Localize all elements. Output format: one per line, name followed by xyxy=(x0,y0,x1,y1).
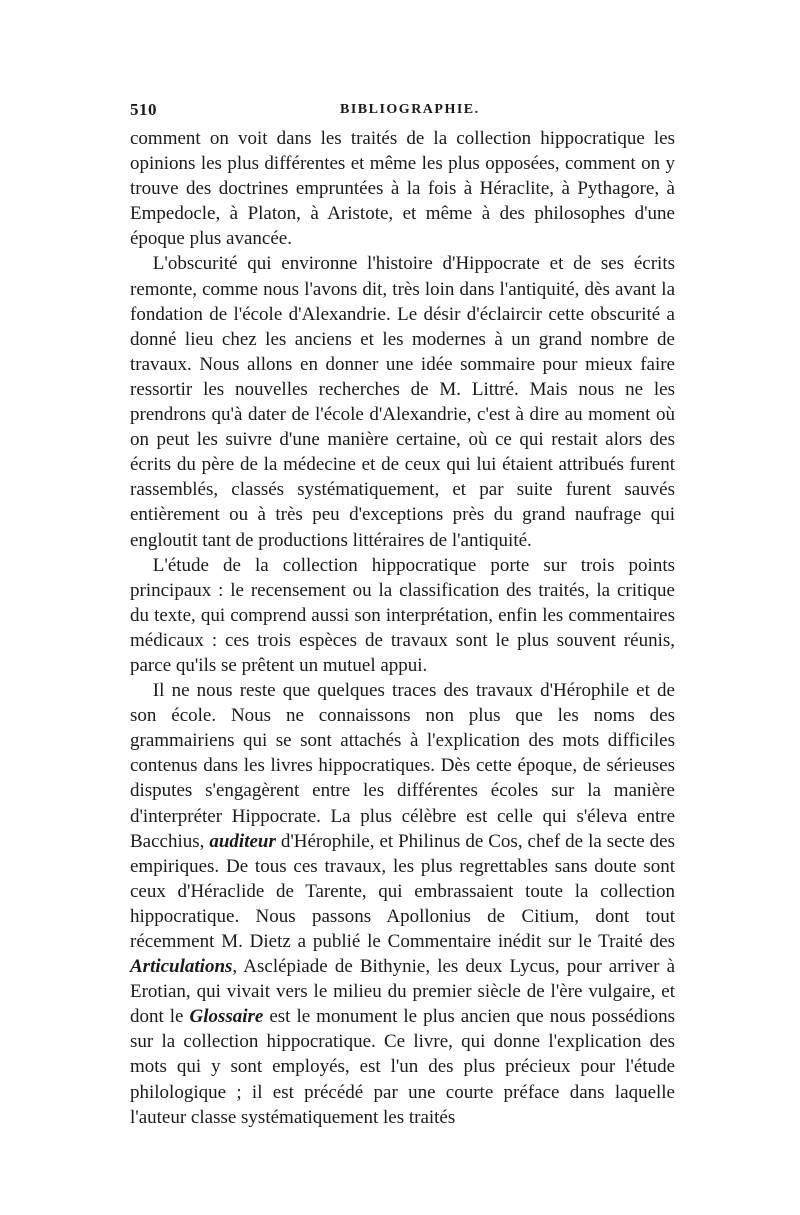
book-page xyxy=(130,100,675,1130)
paragraph xyxy=(130,678,675,1130)
emphasized-term: Articulations xyxy=(130,956,233,978)
body-text xyxy=(130,126,675,1130)
running-head-title: BIBLIOGRAPHIE. xyxy=(340,102,480,117)
text-run: , Asclépiade de Bithynie, les deux Lycus, pour arriver à Erotian, qui vivait vers le milieu du premier siècle de l'ère vulgaire, et dont le xyxy=(130,956,675,1028)
paragraph xyxy=(130,251,675,552)
text-run: est le monument le plus ancien que nous possédions sur la collection hippocratique. Ce livre, qui donne l'explication des mots qui y sont employés, est l'un des plus précieux pour l'étude philologique ; il est précédé par une courte préface dans laquelle l'auteur classe systématiquement les traités xyxy=(130,1006,675,1128)
paragraph xyxy=(130,553,675,678)
text-run: Il ne nous reste que quelques traces des travaux d'Hérophile et de son école. Nous ne connaissons non plus que les noms des grammairiens qui se sont attachés à l'explication des mots difficiles contenus dans les livres hippocratiques. Dès cette époque, de sérieuses disputes s'engagèrent entre les différentes écoles sur la manière d'interpréter Hippocrate. La plus célèbre est celle qui s'éleva entre Bacchius, xyxy=(130,680,675,852)
text-run: comment on voit dans les traités de la collection hippocratique les opinions les plus différentes et même les plus opposées, comment on y trouve des doctrines empruntées à la fois à Héraclite, à Pythagore, à Empedocle, à Platon, à Aristote, et même à des philosophes d'une époque plus avancée. xyxy=(130,128,675,250)
text-run: L'obscurité qui environne l'histoire d'Hippocrate et de ses écrits remonte, comme nous l'avons dit, très loin dans l'antiquité, dès avant la fondation de l'école d'Alexandrie. Le désir d'éclaircir cette obscurité a donné lieu chez les anciens et les modernes à un grand nombre de travaux. Nous allons en donner une idée sommaire pour mieux faire ressortir les nouvelles recherches de M. Littré. Mais nous ne les prendrons qu'à dater de l'école d'Alexandrie, c'est à dire au moment où on peut les suivre d'une manière certaine, où ce qui restait alors des écrits du père de la médecine et de ceux qui lui étaient attribués furent rassemblés, classés systématiquement, et par suite furent sauvés entièrement ou à très peu d'exceptions près du grand naufrage qui engloutit tant de productions littéraires de l'antiquité. xyxy=(130,253,675,551)
text-run: L'étude de la collection hippocratique porte sur trois points principaux : le recensement ou la classification des traités, la critique du texte, qui comprend aussi son interprétation, enfin les commentaires médicaux : ces trois espèces de travaux sont le plus souvent réunis, parce qu'ils se prêtent un mutuel appui. xyxy=(130,554,675,676)
emphasized-term: auditeur xyxy=(209,830,276,852)
page-number: 510 xyxy=(130,100,157,119)
text-run: d'Hérophile, et Philinus de Cos, chef de la secte des empiriques. De tous ces travaux, les plus regrettables sans doute sont ceux d'Héraclide de Tarente, qui embrassaient toute la collection hippocratique. Nous passons Apollonius de Citium, dont tout récemment M. Dietz a publié le Commentaire inédit sur le Traité des xyxy=(130,830,675,952)
emphasized-term: Glossaire xyxy=(189,1006,264,1028)
running-head xyxy=(130,100,675,126)
paragraph xyxy=(130,126,675,251)
